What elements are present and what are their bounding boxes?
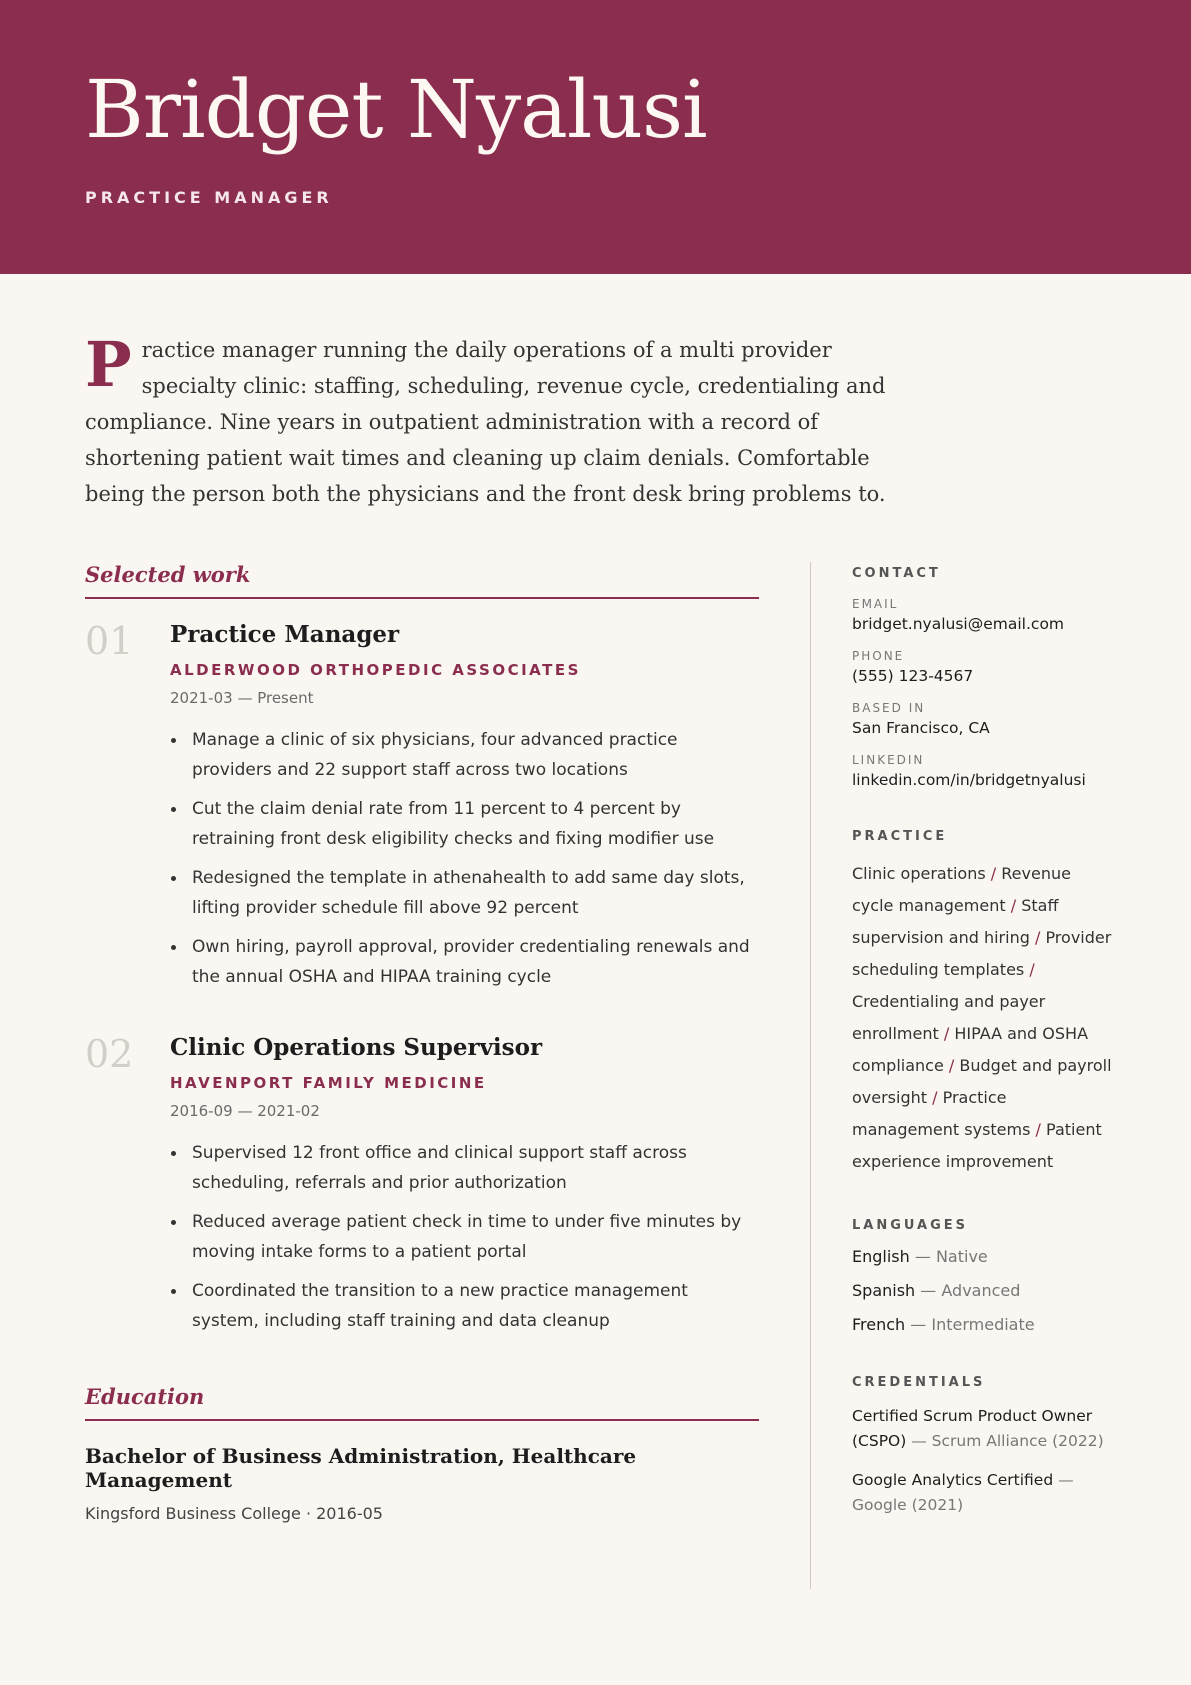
contact-block xyxy=(852,566,1112,789)
language-level: — Advanced xyxy=(920,1281,1021,1300)
credential-issuer: — Scrum Alliance (2022) xyxy=(911,1432,1104,1450)
summary-text: ractice manager running the daily operations of a multi provider specialty clinic: staffing, scheduling, revenue cycle, credentialing and compliance. Nine years in outpatient administration with a record of shortening patient wait times and cleaning up claim denials. Comfortable being the person both the physicians and the front desk bring problems to. xyxy=(85,338,886,506)
column-divider xyxy=(810,562,811,1589)
job-dates: 2016-09 — 2021-02 xyxy=(170,1102,320,1120)
practice-item: Staff supervision and hiring xyxy=(852,896,1059,947)
practice-item: Provider scheduling templates xyxy=(852,928,1112,979)
practice-separator: / xyxy=(990,864,997,883)
candidate-role: PRACTICE MANAGER xyxy=(85,188,333,207)
header-banner xyxy=(0,0,1191,274)
education-heading: Education xyxy=(85,1384,759,1421)
email-value[interactable]: bridget.nyalusi@email.com xyxy=(852,615,1065,633)
job-number: 02 xyxy=(85,1032,134,1076)
practice-item: HIPAA and OSHA compliance xyxy=(852,1024,1089,1075)
education-section xyxy=(85,1384,759,1523)
location-label: BASED IN xyxy=(852,701,926,715)
job-entry xyxy=(85,619,759,992)
languages-heading: LANGUAGES xyxy=(852,1218,969,1233)
credentials-heading: CREDENTIALS xyxy=(852,1375,986,1390)
job-title: Practice Manager xyxy=(170,621,400,648)
job-company: HAVENPORT FAMILY MEDICINE xyxy=(170,1074,487,1092)
linkedin-value[interactable]: linkedin.com/in/bridgetnyalusi xyxy=(852,771,1086,789)
job-dates: 2021-03 — Present xyxy=(170,689,314,707)
language-name: English xyxy=(852,1247,910,1266)
job-bullet: Coordinated the transition to a new practice management system, including staff training and data cleanup xyxy=(170,1276,759,1336)
language-name: Spanish xyxy=(852,1281,916,1300)
practice-separator: / xyxy=(943,1024,950,1043)
summary-paragraph xyxy=(85,328,915,512)
practice-separator: / xyxy=(1029,960,1035,979)
phone-value[interactable]: (555) 123-4567 xyxy=(852,667,974,685)
phone-label: PHONE xyxy=(852,649,905,663)
experience-heading: Selected work xyxy=(85,562,759,599)
job-bullet: Redesigned the template in athenahealth to add same day slots, lifting provider schedule fill above 92 percent xyxy=(170,863,759,923)
credentials-block xyxy=(852,1375,1112,1518)
candidate-name: Bridget Nyalusi xyxy=(85,63,707,156)
practice-item: Patient experience improvement xyxy=(852,1120,1102,1171)
credential-name: Certified Scrum Product Owner (CSPO) xyxy=(852,1407,1093,1450)
practice-separator: / xyxy=(948,1056,955,1075)
job-bullets xyxy=(170,1138,759,1336)
practice-item: Revenue cycle management xyxy=(852,864,1071,915)
language-level: — Native xyxy=(914,1247,988,1266)
job-bullet: Reduced average patient check in time to under five minutes by moving intake forms to a patient portal xyxy=(170,1207,759,1267)
language-name: French xyxy=(852,1315,906,1334)
job-bullets xyxy=(170,725,759,992)
job-bullet: Cut the claim denial rate from 11 percent to 4 percent by retraining front desk eligibility checks and fixing modifier use xyxy=(170,794,759,854)
practice-separator: / xyxy=(1034,928,1041,947)
job-entry xyxy=(85,1032,759,1336)
job-bullet: Own hiring, payroll approval, provider credentialing renewals and the annual OSHA and HIPAA training cycle xyxy=(170,932,759,992)
practice-item: Budget and payroll oversight xyxy=(852,1056,1112,1107)
credential-item xyxy=(852,1468,1112,1518)
email-label: EMAIL xyxy=(852,597,899,611)
practice-heading: PRACTICE xyxy=(852,829,948,844)
practice-separator: / xyxy=(1010,896,1017,915)
practice-block xyxy=(852,829,1112,1178)
practice-item: Clinic operations xyxy=(852,864,986,883)
practice-item: Practice management systems xyxy=(852,1088,1031,1139)
credential-item xyxy=(852,1404,1112,1454)
language-item xyxy=(852,1247,1112,1267)
sidebar xyxy=(852,566,1112,1518)
main-column xyxy=(85,562,759,1523)
language-item xyxy=(852,1315,1112,1335)
languages-block xyxy=(852,1218,1112,1335)
contact-heading: CONTACT xyxy=(852,566,941,581)
job-bullet: Supervised 12 front office and clinical support staff across scheduling, referrals and prior authorization xyxy=(170,1138,759,1198)
summary-dropcap: P xyxy=(85,328,132,401)
practice-item: Credentialing and payer enrollment xyxy=(852,992,1046,1043)
job-company: ALDERWOOD ORTHOPEDIC ASSOCIATES xyxy=(170,661,581,679)
credential-name: Google Analytics Certified xyxy=(852,1471,1054,1489)
education-meta: Kingsford Business College · 2016-05 xyxy=(85,1504,383,1523)
practice-separator: / xyxy=(1035,1120,1041,1139)
language-level: — Intermediate xyxy=(910,1315,1035,1334)
credential-issuer: — Google (2021) xyxy=(852,1471,1074,1514)
practice-list xyxy=(852,858,1112,1178)
job-number: 01 xyxy=(85,619,134,663)
linkedin-label: LINKEDIN xyxy=(852,753,925,767)
location-value: San Francisco, CA xyxy=(852,719,990,737)
language-item xyxy=(852,1281,1112,1301)
job-bullet: Manage a clinic of six physicians, four advanced practice providers and 22 support staff across two locations xyxy=(170,725,759,785)
job-title: Clinic Operations Supervisor xyxy=(170,1034,543,1061)
practice-separator: / xyxy=(932,1088,938,1107)
education-degree: Bachelor of Business Administration, Healthcare Management xyxy=(85,1444,637,1492)
